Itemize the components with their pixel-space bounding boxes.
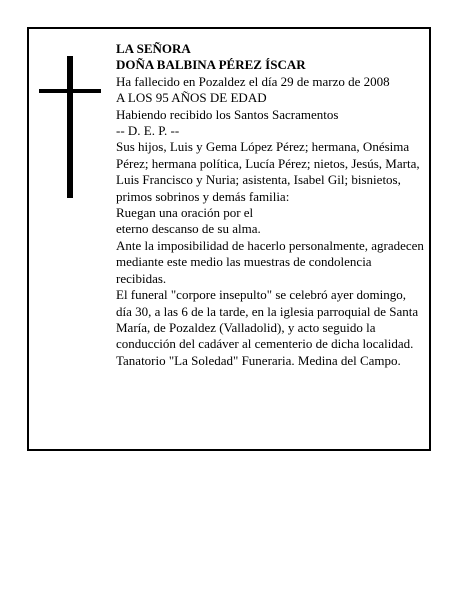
rip-line: -- D. E. P. -- xyxy=(116,123,180,139)
obituary-notice xyxy=(27,27,431,451)
death-announcement: Ha fallecido en Pozaldez el día 29 de marzo de 2008 xyxy=(116,73,390,89)
thanks-paragraph: Ante la imposibilidad de hacerlo personalmente, agradecen mediante este medio las muestras de condolencia recibidas. xyxy=(116,237,424,286)
cross-icon-horizontal-bar xyxy=(39,89,101,93)
funeral-paragraph: El funeral "corpore insepulto" se celebró ayer domingo, día 30, a las 6 de la tarde, en la iglesia parroquial de Santa María, de Pozaldez (Valladolid), y acto seguido la conducción del cadáver al cementerio de dicha localidad. xyxy=(116,287,419,352)
age-line: A LOS 95 AÑOS DE EDAD xyxy=(116,90,267,106)
deceased-name: DOÑA BALBINA PÉREZ ÍSCAR xyxy=(116,57,306,73)
funeral-home-line: Tanatorio "La Soledad" Funeraria. Medina del Campo. xyxy=(116,352,401,368)
notice-title: LA SEÑORA xyxy=(116,41,191,56)
cross-icon-vertical-bar xyxy=(67,56,73,198)
prayer-request-line-1: Ruegan una oración por el xyxy=(116,205,254,221)
family-paragraph: Sus hijos, Luis y Gema López Pérez; hermana, Onésima Pérez; hermana política, Lucía Pérez; nietos, Jesús, Marta, Luis Francisco y Nuria; asistenta, Isabel Gil; bisnietos, primos sobrinos y demás familia: xyxy=(116,139,420,204)
prayer-request-line-2: eterno descanso de su alma. xyxy=(116,221,261,237)
notice-text xyxy=(116,41,424,369)
sacraments-line: Habiendo recibido los Santos Sacramentos xyxy=(116,106,339,122)
